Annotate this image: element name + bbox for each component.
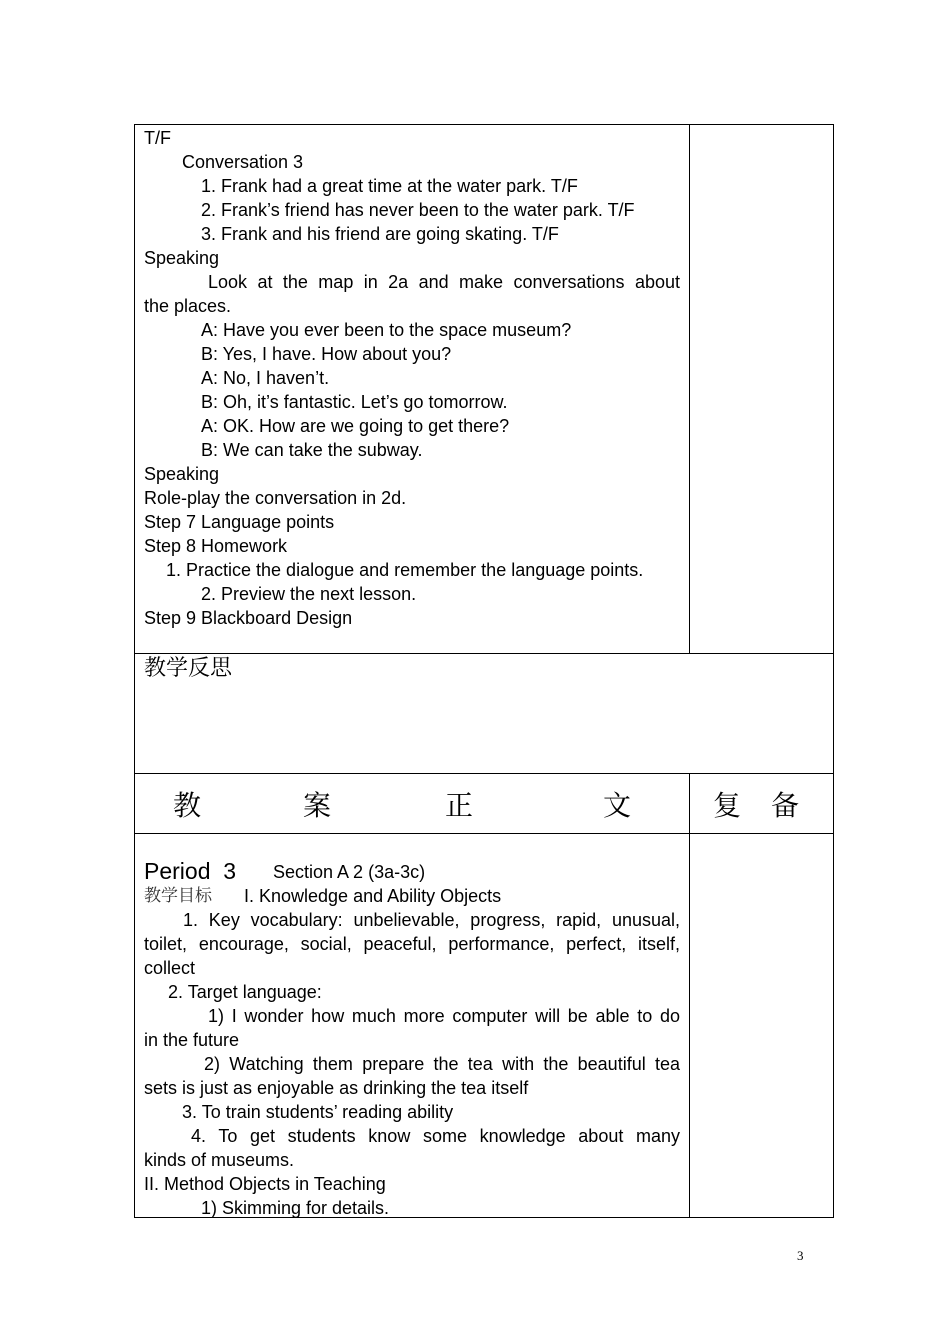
paragraph-line: sets is just as enjoyable as drinking the tea itself bbox=[144, 1078, 529, 1098]
paragraph-line: the places. bbox=[144, 296, 232, 316]
page-number: 3 bbox=[797, 1248, 804, 1263]
list-item: 2. Preview the next lesson. bbox=[201, 584, 417, 604]
paragraph-line: Look at the map in 2a and make conversations about bbox=[208, 272, 680, 292]
text-line: Role-play the conversation in 2d. bbox=[144, 488, 407, 508]
paragraph-line: 1. Key vocabulary: unbelievable, progress, rapid, unusual, bbox=[183, 910, 680, 930]
goal-label: 教学目标 bbox=[144, 886, 212, 906]
paragraph-line: 2) Watching them prepare the tea with the beautiful tea bbox=[204, 1054, 680, 1074]
paragraph-line: kinds of museums. bbox=[144, 1150, 295, 1170]
section-heading: Speaking bbox=[144, 248, 220, 268]
header-main-cell bbox=[134, 773, 690, 834]
list-item: 2. Frank’s friend has never been to the water park. T/F bbox=[201, 200, 635, 220]
dialogue-line: B: Yes, I have. How about you? bbox=[201, 344, 452, 364]
dialogue-line: B: We can take the subway. bbox=[201, 440, 423, 460]
step-heading: Step 7 Language points bbox=[144, 512, 335, 532]
header-side-cell bbox=[689, 773, 834, 834]
header-char: 教 bbox=[173, 789, 202, 822]
conversation-heading: Conversation 3 bbox=[182, 152, 304, 172]
header-char: 文 bbox=[603, 789, 632, 822]
header-char: 案 bbox=[303, 789, 332, 822]
paragraph-line: 1) I wonder how much more computer will be able to do bbox=[208, 1006, 680, 1026]
goal-heading: I. Knowledge and Ability Objects bbox=[244, 886, 502, 906]
step-heading: Step 8 Homework bbox=[144, 536, 288, 556]
paragraph-line: in the future bbox=[144, 1030, 240, 1050]
content-cell bbox=[134, 124, 690, 654]
paragraph-line: 4. To get students know some knowledge about many bbox=[191, 1126, 680, 1146]
list-item: 3. Frank and his friend are going skating. T/F bbox=[201, 224, 559, 244]
paragraph-line: collect bbox=[144, 958, 196, 978]
content-cell bbox=[134, 833, 690, 1218]
dialogue-line: A: No, I haven’t. bbox=[201, 368, 330, 388]
header-char: 复 bbox=[713, 789, 742, 822]
header-char: 备 bbox=[771, 789, 800, 822]
step-heading: Step 9 Blackboard Design bbox=[144, 608, 353, 628]
reflection-title: 教学反思 bbox=[144, 656, 233, 681]
list-item: 1. Frank had a great time at the water park. T/F bbox=[201, 176, 578, 196]
header-char: 正 bbox=[445, 789, 474, 822]
section-label: Section A 2 (3a-3c) bbox=[273, 862, 426, 882]
list-item: 1. Practice the dialogue and remember the language points. bbox=[166, 560, 644, 580]
list-item: 2. Target language: bbox=[168, 982, 322, 1002]
dialogue-line: A: OK. How are we going to get there? bbox=[201, 416, 510, 436]
reflection-cell bbox=[134, 653, 834, 774]
review-cell bbox=[689, 124, 834, 654]
lesson-plan-table bbox=[134, 124, 834, 1218]
list-item: 1) Skimming for details. bbox=[201, 1198, 390, 1218]
section-heading: Speaking bbox=[144, 464, 220, 484]
section-heading: II. Method Objects in Teaching bbox=[144, 1174, 386, 1194]
review-cell bbox=[689, 833, 834, 1218]
dialogue-line: A: Have you ever been to the space museum? bbox=[201, 320, 572, 340]
list-item: 3. To train students’ reading ability bbox=[182, 1102, 454, 1122]
paragraph-line: toilet, encourage, social, peaceful, performance, perfect, itself, bbox=[144, 934, 680, 954]
dialogue-line: B: Oh, it’s fantastic. Let’s go tomorrow. bbox=[201, 392, 508, 412]
text-line: T/F bbox=[144, 128, 171, 148]
period-title: Period 3 bbox=[144, 858, 237, 884]
